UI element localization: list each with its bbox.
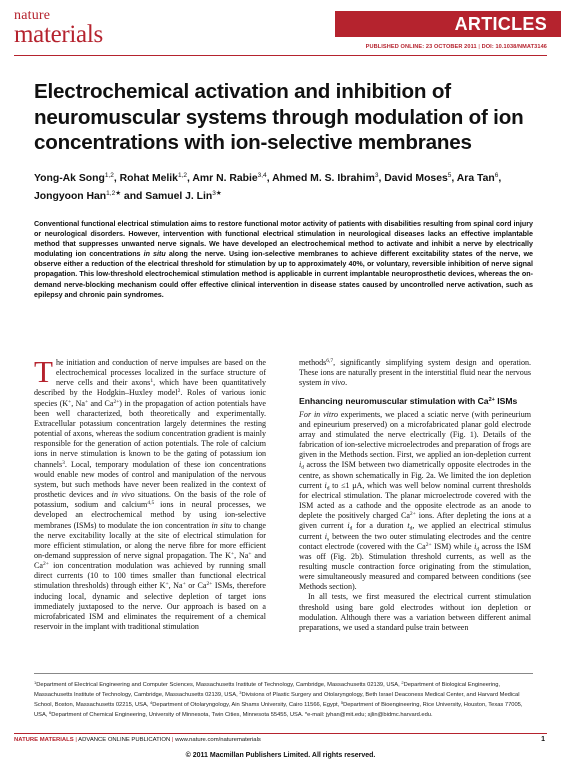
author-affiliation-marker: 3 (374, 172, 379, 179)
affiliation-text: Department of Electrical Engineering and Computer Sciences, Massachusetts Institute of Technology, Cambridge, Massachusetts 02139, USA, (36, 682, 402, 688)
logo-nature: nature (14, 8, 51, 23)
affiliation-text: Divisions of Plastic Surgery and Otolaryngology, Beth Israel Deaconess Medical Center, and Harvard Medical School, Boston, Massachusetts 02215, USA, (34, 692, 520, 709)
affiliation-text: Department of Chemical Engineering, University of Minnesota, Twin Cities, Minnesota 55455, USA. (51, 712, 305, 719)
journal-logo (14, 9, 103, 47)
abstract-italic: in situ (143, 250, 166, 259)
author-affiliation-marker: 1,2 (177, 172, 187, 179)
body-column-left (34, 354, 267, 632)
footer-pub: ADVANCE ONLINE PUBLICATION (78, 737, 171, 743)
doi[interactable]: DOI: 10.1038/NMAT3146 (481, 44, 547, 50)
footer-sep-2: | (171, 737, 174, 743)
author-separator: , (187, 173, 193, 184)
page-number: 1 (541, 736, 545, 743)
author-separator: , (113, 173, 120, 184)
author-name: Ara Tan (456, 173, 495, 184)
drop-cap: T (34, 354, 53, 389)
affiliation-text: Department of Otolaryngology, Ain Shams University, Cairo 11566, Egypt, (152, 702, 341, 709)
section-heading: Enhancing neuromuscular stimulation with $Ca^{2+}$ ISMs (299, 396, 518, 407)
abstract (34, 219, 533, 300)
continuation-paragraph: methods$^{6,7}$, significantly simplifying system design and operation. These ions are naturally present in the interstitial fluid near the nervous system in vivo. (299, 358, 531, 388)
author-affiliation-marker: 3,4 (257, 172, 267, 179)
author-affiliation-marker: 1,2★ (106, 189, 122, 197)
author-separator: , (498, 173, 502, 184)
author-name: Ahmed M. S. Ibrahim (272, 173, 375, 184)
author-name: Yong-Ak Song (34, 173, 105, 184)
body-column-right (299, 358, 531, 633)
abstract-text-1: Conventional functional electrical stimulation aims to restore functional motor activity of patients with disabilities resulting from spinal cord injury or neurological disorders. However, intervention with functional electrical stimulation in neurological diseases lacks an effective implantable method that suppresses unwanted nerve signals. We have developed an electrochemical method to activate and inhibit a nerve by electrically modulating ion concentrations (34, 220, 533, 259)
author-list (34, 169, 534, 204)
published-date: PUBLISHED ONLINE: 23 OCTOBER 2011 (365, 44, 477, 50)
author-name: Jongyoon Han (34, 190, 107, 202)
affiliation-marker: 5 (340, 700, 344, 706)
author-name: Rohat Melik (119, 173, 178, 184)
publication-info (366, 44, 547, 50)
author-name: David Moses (384, 173, 448, 184)
footer-url[interactable]: www.nature.com/naturematerials (175, 737, 261, 743)
author-name: Amr N. Rabie (192, 173, 258, 184)
author-name: Samuel J. Lin (145, 190, 213, 202)
separator: | (478, 44, 480, 50)
affiliation-marker: 1 (34, 680, 37, 685)
affiliation-marker: 2 (401, 680, 404, 685)
footer-journal: NATURE MATERIALS (14, 737, 74, 743)
affiliations (34, 679, 533, 720)
footer-journal-info (14, 737, 261, 743)
methods-paragraph: For in vitro experiments, we placed a sciatic nerve (with perineurium and epineurium preserved) on a microfabricated planar gold electrode array and stimulated the nerve electrically (Fig. 1). Details of the fabrication of ion-selective microelectrodes and preparation of frogs are given in the Methods section. First, we applied an ion-depletion current $i_d$ across the ISM between two diametrically opposite electrodes in the centre, as shown schematically in Fig. 2a. We limited the ion depletion current $i_d$ to ≤1 μA, which was well below nominal current thresholds for electrical stimulation. The planar microelectrode covered with the ISM acted as a cathode and the opposite electrode as an anode to deplete the positively charged $Ca^{2+}$ ions. After depleting the ions at a given current $i_d$ for a duration $t_d$, we applied an electrical stimulus current $i_s$ between the two outer stimulating electrodes and the centre contact electrode (covered with the $Ca^{2+}$ ISM) while $i_d$ across the ISM was off (Fig. 2b). Stimulation threshold currents, as well as the resulting muscle contraction force originating from the stimulation, were simultaneously measured and compared between conditions (see Methods section). (299, 409, 532, 592)
affiliation-text: *e-mail: jyhan@mit.edu; sjlin@bidmc.harvard.edu. (304, 712, 433, 719)
affiliation-marker: 6 (49, 710, 52, 716)
author-affiliation-marker: 1,2 (104, 172, 114, 179)
copyright-notice: © 2011 Macmillan Publishers Limited. All rights reserved. (185, 752, 376, 759)
logo-materials: materials (14, 21, 103, 48)
footer-divider (14, 733, 547, 734)
author-separator: , (378, 173, 385, 184)
section-banner (335, 11, 561, 37)
author-affiliation-marker: 6 (494, 172, 499, 179)
results-paragraph: In all tests, we first measured the electrical current stimulation threshold using bare gold electrodes without ion depletion or modulation. Although there was a variation between different animal preparations, we used a standard pulse train between (299, 592, 531, 632)
affiliation-text: Department of Bioengineering, Rice University, Houston, Texas 77005, USA, (34, 702, 523, 719)
affiliation-text: Department of Biological Engineering, Massachusetts Institute of Technology, Cambridge, Massachusetts 02139, USA, (34, 682, 501, 699)
affiliation-marker: 4 (150, 700, 153, 706)
abstract-text-2: along the nerve. Using ion-selective membranes to achieve different excitability states of the nerve, we observe either a reduction of the electrical threshold for stimulation by up to approximately 40%, or voluntary, reversible inhibition of nerve signal propagation. This low-threshold electrochemical stimulation method is applicable in current implantable neuroprosthetic devices, whereas the on-demand nerve-blocking mechanism could offer effective clinical intervention in disease states caused by uncontrolled nerve activation, such as epilepsy and chronic pain syndromes. (34, 250, 533, 299)
author-affiliation-marker: 3★ (212, 189, 222, 197)
article-title: Electrochemical activation and inhibition of neuromuscular systems through modulation of ion concentrations with ion-selective membranes (34, 80, 524, 154)
affiliation-marker: 3 (239, 690, 242, 696)
author-separator: , (266, 173, 273, 184)
footer-sep-1: | (75, 737, 77, 743)
section-label: ARTICLES (454, 13, 547, 34)
author-affiliation-marker: 5 (447, 172, 452, 179)
affiliations-divider (34, 673, 533, 674)
author-separator: , (451, 173, 457, 184)
intro-paragraph: The initiation and conduction of nerve impulses are based on the electrochemical processes localized in the surface structure of nerve cells and their axons$^1$, which have been quantitatively described by the Hodgkin–Huxley model$^2$. Roles of various ionic species (K+, Na+ and $Ca^{2+}$) in the propagation of action potentials have been well characterized, both theoretically and experimentally. Extracellular potassium concentration largely determines the resting potential of axons, whereas the sodium concentration gradient is mainly responsible for the generation of action potentials. The role of calcium ions in nerve stimulation is known to be the gating of potassium ion channels$^3$. Local, temporary modulation of these ion concentrations would enable new modes of control and manipulation of the nervous system, but such methods have never been realized in the context of prosthetic devices and in vivo situations. On the basis of the role of potassium, sodium and calcium$^{4,5}$ ions in neural processes, we developed an electrochemical method by using ion-selective membranes (ISMs) to modulate the ion concentration in situ to change the nerve excitability locally at the site of electrical stimulation for more efficient stimulation, or along the nerve fibre for more efficient on-demand suppression of nerve signal propagation. The K+, Na+ and $Ca^{2+}$ ion concentration modulation was achieved by running small direct currents (10 to 100 times smaller than functional electrical stimulation thresholds) through either K+, Na+ or $Ca^{2+}$ ISMs, therefore inducing local, dynamic and selective depletion of target ions immediately juxtaposed to the nerve. Our approach is based on a microfabricated ISM and eliminates the requirement of a chemical reservoir in the implant with traditional stimulation (34, 354, 267, 632)
header-divider (14, 55, 547, 56)
author-separator: and (121, 190, 146, 202)
